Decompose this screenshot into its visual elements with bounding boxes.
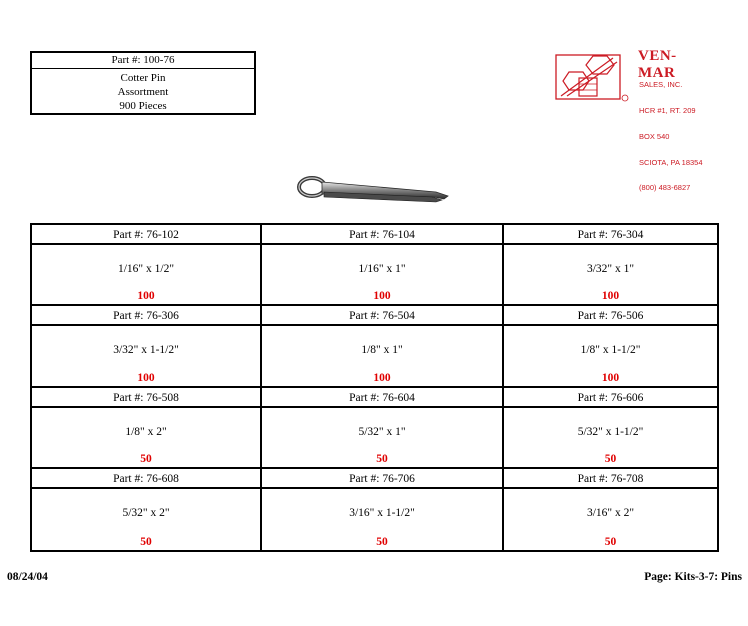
pin-size: 1/16" x 1" [358, 263, 406, 275]
part-cell [262, 388, 504, 469]
pin-quantity: 100 [601, 371, 620, 384]
address-line: BOX 540 [639, 131, 670, 141]
part-cell [504, 469, 717, 550]
footer-date: 08/24/04 [7, 571, 48, 583]
part-number: Part #: 76-608 [32, 469, 260, 489]
pin-size: 3/16" x 1-1/2" [349, 506, 415, 519]
pin-quantity: 100 [601, 290, 620, 303]
company-address [639, 64, 703, 210]
part-number: Part #: 76-708 [504, 469, 717, 489]
pin-size: 5/32" x 2" [122, 506, 170, 519]
pin-quantity: 50 [604, 452, 617, 465]
part-cell [504, 388, 717, 469]
pin-quantity: 100 [373, 290, 391, 303]
part-cell [32, 388, 262, 469]
pin-size: 3/32" x 1-1/2" [113, 344, 179, 357]
pin-quantity: 50 [604, 536, 617, 548]
part-number: Part #: 76-104 [262, 225, 502, 245]
pin-size: 1/8" x 1-1/2" [580, 344, 641, 357]
pin-size: 1/8" x 1" [361, 344, 403, 357]
pin-quantity: 100 [373, 371, 391, 384]
cotter-pin-image [296, 172, 452, 206]
pin-size: 5/32" x 1-1/2" [577, 425, 644, 438]
part-cell [32, 469, 262, 550]
pin-quantity: 100 [137, 290, 155, 303]
part-cell [504, 306, 717, 387]
address-line: HCR #1, RT. 209 [639, 105, 696, 115]
bolt-emblem-icon [555, 52, 633, 102]
part-header-box [30, 51, 256, 115]
kit-description-line: Cotter Pin [120, 72, 166, 84]
part-number: Part #: 76-606 [504, 388, 717, 408]
pin-quantity: 50 [140, 452, 152, 465]
part-cell [262, 306, 504, 387]
part-cell [262, 469, 504, 550]
ven-mar-logo [555, 48, 705, 193]
kit-part-number: Part #: 100-76 [32, 53, 254, 69]
part-number: Part #: 76-102 [32, 225, 260, 245]
address-line: SCIOTA, PA 18354 [639, 157, 703, 167]
footer-page-label: Page: Kits-3-7: Pins [644, 571, 742, 583]
pin-size: 1/8" x 2" [125, 425, 167, 438]
pin-quantity: 50 [376, 536, 388, 548]
part-number: Part #: 76-304 [504, 225, 717, 245]
pin-size: 1/16" x 1/2" [117, 263, 175, 275]
part-number: Part #: 76-504 [262, 306, 502, 326]
part-cell [32, 306, 262, 387]
part-number: Part #: 76-508 [32, 388, 260, 408]
pin-size: 3/32" x 1" [586, 263, 635, 275]
address-line: SALES, INC. [639, 80, 683, 90]
address-line: (800) 483-6827 [639, 183, 691, 193]
part-number: Part #: 76-306 [32, 306, 260, 326]
pin-quantity: 50 [376, 452, 388, 465]
brand-name: VEN-MAR [638, 48, 677, 81]
pin-size: 3/16" x 2" [586, 506, 635, 519]
pin-quantity: 100 [137, 371, 155, 384]
part-cell [504, 225, 717, 306]
part-number: Part #: 76-706 [262, 469, 502, 489]
part-cell [262, 225, 504, 306]
pin-quantity: 50 [140, 536, 152, 548]
part-number: Part #: 76-506 [504, 306, 717, 326]
part-cell [32, 225, 262, 306]
kit-description-line: 900 Pieces [119, 100, 167, 112]
pin-size: 5/32" x 1" [358, 425, 406, 438]
kit-description-line: Assortment [117, 86, 169, 98]
kit-description [32, 69, 254, 113]
part-number: Part #: 76-604 [262, 388, 502, 408]
parts-table [30, 223, 719, 552]
